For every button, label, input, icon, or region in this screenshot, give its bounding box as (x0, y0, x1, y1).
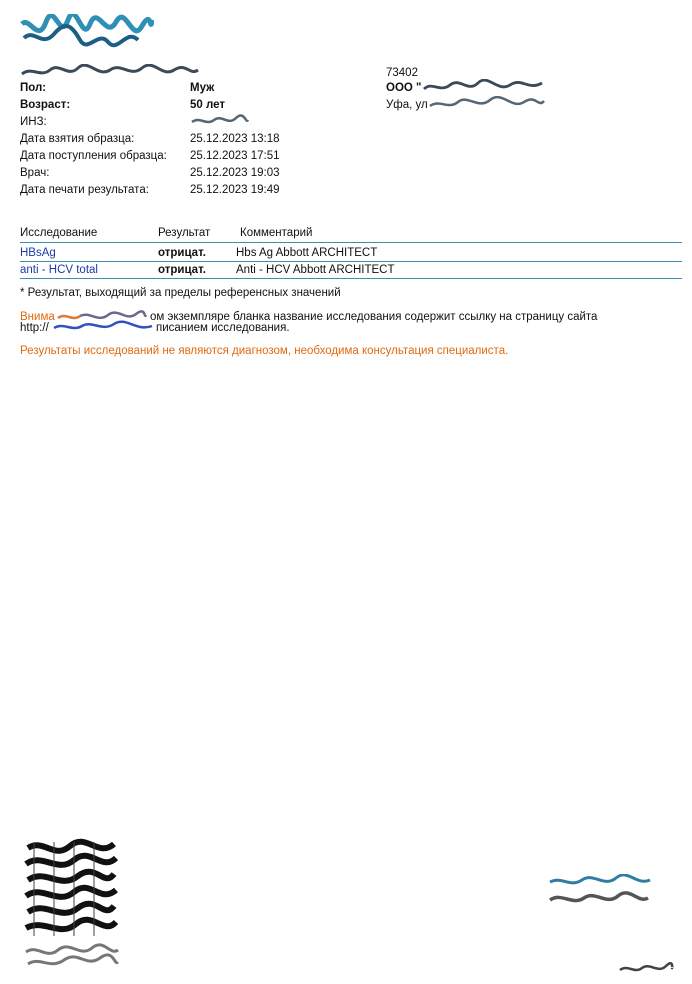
table-divider (20, 261, 682, 262)
age-value: 50 лет (190, 99, 226, 111)
test-name-link[interactable]: HBsAg (20, 247, 56, 259)
signature-redacted (548, 874, 652, 910)
reference-footnote: * Результат, выходящий за пределы референсных значений (20, 287, 341, 299)
sample-taken-label: Дата взятия образца: (20, 133, 135, 145)
site-link-suffix: писанием исследования. (156, 322, 290, 334)
test-comment: Anti - HCV Abbott ARCHITECT (236, 264, 395, 276)
qr-code-icon (24, 838, 118, 940)
sample-received-label: Дата поступления образца: (20, 150, 167, 162)
footer-mark-redacted (618, 962, 674, 976)
sex-value: Муж (190, 82, 215, 94)
site-link-prefix[interactable]: http:// (20, 322, 49, 334)
sample-taken-value: 25.12.2023 13:18 (190, 133, 280, 145)
org-name-redacted (422, 79, 546, 95)
doctor-label: Врач: (20, 167, 50, 179)
org-prefix: ООО " (386, 82, 422, 94)
inz-value-redacted (190, 114, 250, 128)
inz-label: ИНЗ: (20, 116, 47, 128)
table-divider (20, 278, 682, 279)
sex-label: Пол: (20, 82, 47, 94)
test-result: отрицат. (158, 247, 206, 259)
doctor-value: 25.12.2023 19:03 (190, 167, 280, 179)
stamp-redacted (24, 942, 120, 970)
age-label: Возраст: (20, 99, 71, 111)
table-divider (20, 242, 682, 243)
org-address-prefix: Уфа, ул (386, 99, 428, 111)
test-name-link[interactable]: anti - HCV total (20, 264, 98, 276)
print-date-label: Дата печати результата: (20, 184, 149, 196)
test-result: отрицат. (158, 264, 206, 276)
org-address-redacted (428, 96, 546, 112)
site-link-redacted (52, 320, 156, 334)
lab-id: 73402 (386, 67, 418, 79)
column-header-comment: Комментарий (240, 227, 313, 239)
column-header-result: Результат (158, 227, 211, 239)
lab-logo (20, 14, 154, 50)
test-comment: Hbs Ag Abbott ARCHITECT (236, 247, 378, 259)
column-header-test: Исследование (20, 227, 98, 239)
attention-text: ом экземпляре бланка название исследования содержит ссылку на страницу сайта (150, 311, 598, 323)
disclaimer: Результаты исследований не являются диагнозом, необходима консультация специалиста. (20, 345, 509, 357)
attention-start: Внима (20, 311, 55, 323)
print-date-value: 25.12.2023 19:49 (190, 184, 280, 196)
patient-name-redacted (20, 64, 200, 80)
sample-received-value: 25.12.2023 17:51 (190, 150, 280, 162)
